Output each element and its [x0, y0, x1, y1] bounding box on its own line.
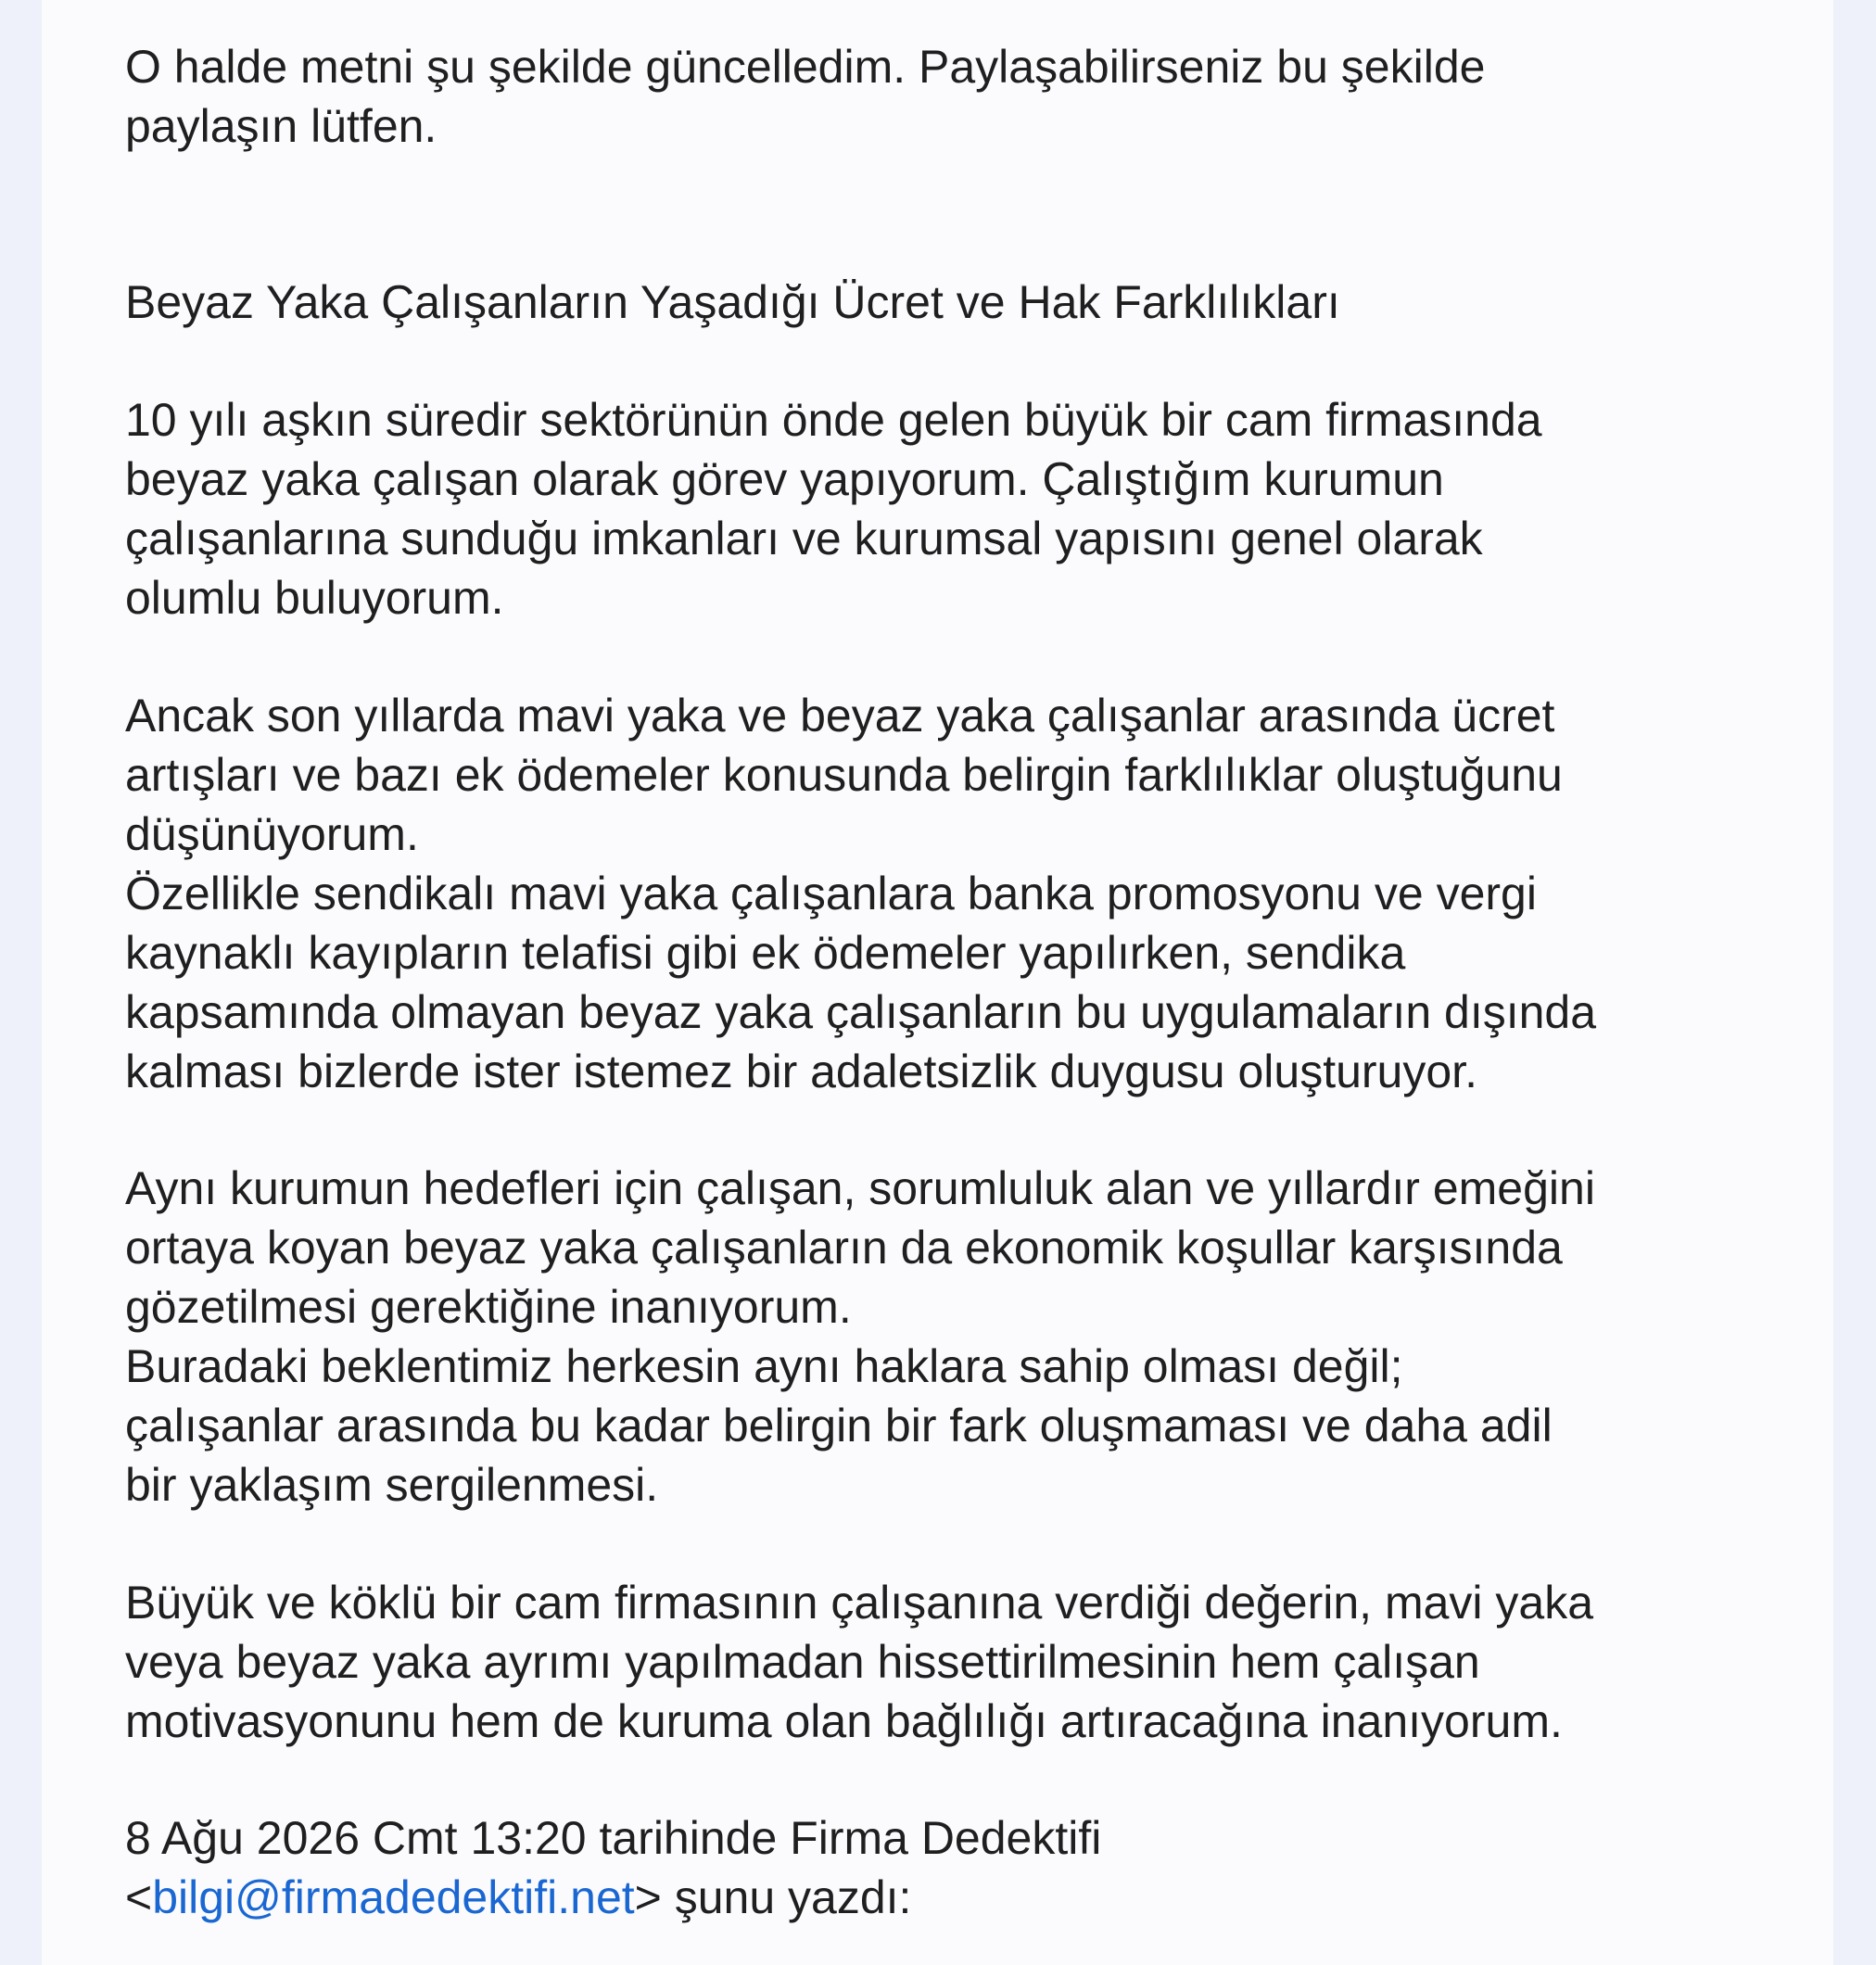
subject-line: Beyaz Yaka Çalışanların Yaşadığı Ücret ve Hak Farklılıkları: [125, 276, 1340, 328]
quote-close-suffix: > şunu yazdı:: [634, 1871, 912, 1923]
quote-header-line1: 8 Ağu 2026 Cmt 13:20 tarihinde Firma Dedektifi: [125, 1812, 1102, 1864]
paragraph-expectations: Aynı kurumun hedefleri için çalışan, sorumluluk alan ve yıllardır emeğini ortaya koyan beyaz yaka çalışanların da ekonomik koşullar karşısında gözetilmesi gerektiğine inanıyorum. Buradaki beklentimiz herkesin aynı haklara sahip olması değil; çalışanlar arasında bu kadar belirgin bir fark oluşmaması ve daha adil bir yaklaşım sergilenmesi.: [125, 1162, 1595, 1511]
paragraph-conclusion: Büyük ve köklü bir cam firmasının çalışanına verdiği değerin, mavi yaka veya beyaz yaka ayrımı yapılmadan hissettirilmesinin hem çalışan motivasyonunu hem de kuruma olan bağlılığı artıracağına inanıyorum.: [125, 1577, 1594, 1747]
quote-open-bracket: <: [125, 1871, 153, 1923]
sender-email-link[interactable]: bilgi@firmadedektifi.net: [152, 1871, 635, 1923]
paragraph-differences: Ancak son yıllarda mavi yaka ve beyaz yaka çalışanlar arasında ücret artışları ve bazı ek ödemeler konusunda belirgin farklılıklar oluştuğunu düşünüyorum. Özellikle sendikalı mavi yaka çalışanlara banka promosyonu ve vergi kaynaklı kayıpların telafisi gibi ek ödemeler yapılırken, sendika kapsamında olmayan beyaz yaka çalışanların bu uygulamaların dışında kalması bizlerde ister istemez bir adaletsizlik duygusu oluşturuyor.: [125, 690, 1597, 1097]
intro-text: O halde metni şu şekilde güncelledim. Paylaşabilirseniz bu şekilde paylaşın lütfen.: [125, 41, 1486, 152]
email-body-panel: [42, 0, 1833, 1965]
quoted-reply-header: [125, 1808, 1101, 1927]
paragraph-experience: 10 yılı aşkın süredir sektörünün önde gelen büyük bir cam firmasında beyaz yaka çalışan olarak görev yapıyorum. Çalıştığım kurumun çalışanlarına sunduğu imkanları ve kurumsal yapısını genel olarak olumlu buluyorum.: [125, 394, 1542, 624]
